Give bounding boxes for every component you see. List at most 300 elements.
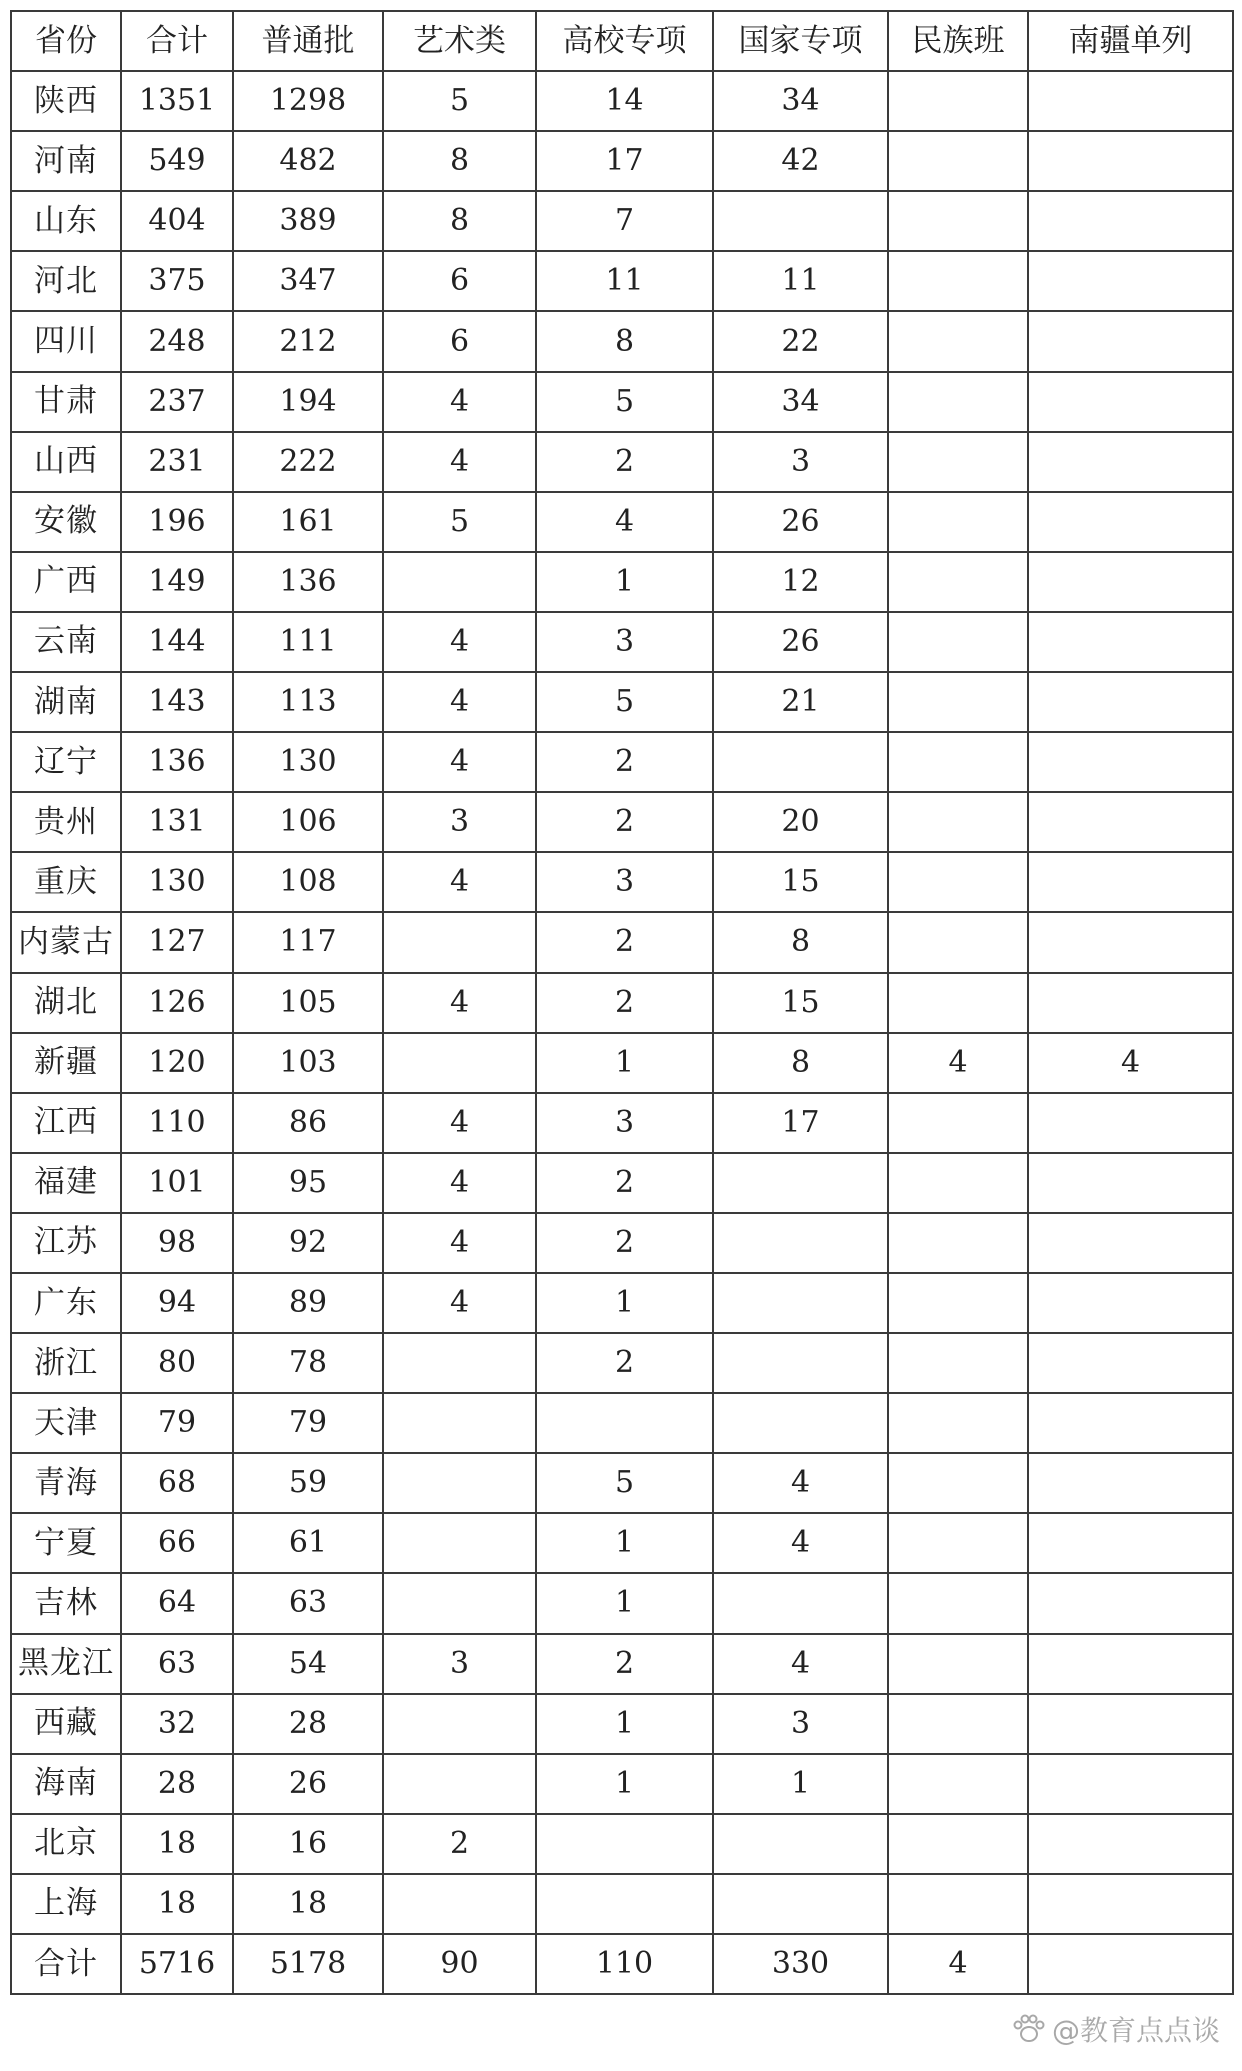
table-row (11, 1573, 1233, 1633)
table-cell (888, 732, 1028, 792)
table-cell: 20 (713, 792, 888, 852)
table-cell: 149 (121, 552, 233, 612)
province-cell: 湖北 (11, 973, 121, 1033)
table-cell (1028, 1513, 1233, 1573)
table-cell (888, 191, 1028, 251)
table-cell: 4 (383, 372, 536, 432)
table-cell (383, 1393, 536, 1453)
table-cell: 237 (121, 372, 233, 432)
table-cell: 2 (536, 792, 713, 852)
header-row (11, 11, 1233, 71)
table-cell (1028, 1093, 1233, 1153)
table-cell (1028, 1393, 1233, 1453)
table-cell (1028, 1874, 1233, 1934)
table-cell (1028, 973, 1233, 1033)
header-cell-province: 省份 (11, 11, 121, 71)
table-row (11, 251, 1233, 311)
table-cell: 1351 (121, 71, 233, 131)
table-row (11, 552, 1233, 612)
table-cell: 5 (536, 372, 713, 432)
table-cell: 117 (233, 912, 383, 972)
table-cell: 5716 (121, 1934, 233, 1994)
table-cell: 5 (383, 71, 536, 131)
table-cell (383, 552, 536, 612)
table-cell: 18 (121, 1814, 233, 1874)
province-cell: 湖南 (11, 672, 121, 732)
table-cell: 113 (233, 672, 383, 732)
table-cell (1028, 1573, 1233, 1633)
table-cell (1028, 251, 1233, 311)
table-cell: 404 (121, 191, 233, 251)
table-cell: 4 (888, 1934, 1028, 1994)
table-cell: 4 (383, 1093, 536, 1153)
table-cell (1028, 1453, 1233, 1513)
table-cell: 1298 (233, 71, 383, 131)
header-cell-art: 艺术类 (383, 11, 536, 71)
table-cell: 248 (121, 311, 233, 371)
table-cell: 126 (121, 973, 233, 1033)
table-cell: 3 (713, 1694, 888, 1754)
table-cell: 3 (713, 432, 888, 492)
table-row (11, 432, 1233, 492)
table-cell: 136 (233, 552, 383, 612)
quota-table (10, 10, 1234, 1995)
table-cell (1028, 492, 1233, 552)
table-cell: 111 (233, 612, 383, 672)
table-cell: 1 (536, 1273, 713, 1333)
province-cell: 安徽 (11, 492, 121, 552)
province-cell: 黑龙江 (11, 1634, 121, 1694)
table-cell: 4 (383, 732, 536, 792)
table-cell (713, 1333, 888, 1393)
table-cell: 6 (383, 251, 536, 311)
table-cell: 1 (536, 1033, 713, 1093)
table-cell: 16 (233, 1814, 383, 1874)
province-cell: 江苏 (11, 1213, 121, 1273)
table-cell (713, 1153, 888, 1213)
table-cell: 1 (536, 552, 713, 612)
table-cell (1028, 1153, 1233, 1213)
table-cell: 196 (121, 492, 233, 552)
table-cell: 3 (383, 1634, 536, 1694)
table-cell (888, 973, 1028, 1033)
table-cell (1028, 311, 1233, 371)
table-cell: 26 (713, 492, 888, 552)
table-row (11, 1934, 1233, 1994)
table-cell: 63 (121, 1634, 233, 1694)
table-cell: 8 (383, 191, 536, 251)
table-cell: 66 (121, 1513, 233, 1573)
province-cell: 山西 (11, 432, 121, 492)
table-cell: 549 (121, 131, 233, 191)
table-cell (888, 1153, 1028, 1213)
table-cell: 2 (536, 1333, 713, 1393)
table-cell: 4 (713, 1513, 888, 1573)
province-cell: 广东 (11, 1273, 121, 1333)
header-cell-total: 合计 (121, 11, 233, 71)
table-cell: 78 (233, 1333, 383, 1393)
table-cell (888, 1333, 1028, 1393)
table-cell: 17 (713, 1093, 888, 1153)
table-cell: 2 (536, 1634, 713, 1694)
table-cell (1028, 732, 1233, 792)
province-cell: 陕西 (11, 71, 121, 131)
table-cell (1028, 792, 1233, 852)
table-cell (713, 1393, 888, 1453)
table-cell: 34 (713, 372, 888, 432)
table-cell (1028, 432, 1233, 492)
table-row (11, 1453, 1233, 1513)
table-row (11, 1153, 1233, 1213)
table-cell: 79 (233, 1393, 383, 1453)
table-cell (536, 1393, 713, 1453)
table-cell: 63 (233, 1573, 383, 1633)
table-cell (888, 1694, 1028, 1754)
province-cell: 北京 (11, 1814, 121, 1874)
table-cell: 5 (536, 672, 713, 732)
table-cell: 108 (233, 852, 383, 912)
table-cell: 14 (536, 71, 713, 131)
province-cell: 青海 (11, 1453, 121, 1513)
table-cell (1028, 552, 1233, 612)
paw-icon (1012, 2014, 1046, 2044)
province-cell: 辽宁 (11, 732, 121, 792)
table-row (11, 973, 1233, 1033)
table-cell (1028, 1934, 1233, 1994)
table-cell (713, 1273, 888, 1333)
table-cell: 26 (233, 1754, 383, 1814)
province-cell: 西藏 (11, 1694, 121, 1754)
table-row (11, 1814, 1233, 1874)
province-cell: 宁夏 (11, 1513, 121, 1573)
table-cell: 28 (121, 1754, 233, 1814)
quota-table-sheet (10, 10, 1232, 2061)
table-cell (888, 792, 1028, 852)
table-cell: 28 (233, 1694, 383, 1754)
table-cell (888, 251, 1028, 311)
province-cell: 重庆 (11, 852, 121, 912)
table-cell (888, 131, 1028, 191)
table-cell: 15 (713, 973, 888, 1033)
table-cell (1028, 852, 1233, 912)
table-cell: 127 (121, 912, 233, 972)
header-cell-national-special: 国家专项 (713, 11, 888, 71)
table-cell: 4 (713, 1453, 888, 1513)
province-cell: 云南 (11, 612, 121, 672)
table-cell (536, 1814, 713, 1874)
table-cell (383, 1754, 536, 1814)
table-cell: 11 (536, 251, 713, 311)
table-row (11, 672, 1233, 732)
table-cell: 4 (383, 1273, 536, 1333)
table-row (11, 1273, 1233, 1333)
province-cell: 甘肃 (11, 372, 121, 432)
table-row (11, 1393, 1233, 1453)
table-cell (713, 191, 888, 251)
watermark (1012, 2009, 1220, 2049)
table-cell: 22 (713, 311, 888, 371)
table-cell (888, 1453, 1028, 1513)
table-cell: 12 (713, 552, 888, 612)
table-cell (1028, 372, 1233, 432)
table-cell (713, 1213, 888, 1273)
table-cell (713, 1814, 888, 1874)
table-row (11, 1694, 1233, 1754)
table-cell (888, 912, 1028, 972)
table-cell: 4 (383, 1213, 536, 1273)
table-row (11, 492, 1233, 552)
table-cell: 4 (713, 1634, 888, 1694)
table-cell (383, 912, 536, 972)
table-cell: 54 (233, 1634, 383, 1694)
table-cell (888, 311, 1028, 371)
province-cell: 福建 (11, 1153, 121, 1213)
province-cell: 广西 (11, 552, 121, 612)
table-cell: 4 (383, 612, 536, 672)
table-cell: 143 (121, 672, 233, 732)
province-cell: 江西 (11, 1093, 121, 1153)
table-cell (888, 1573, 1028, 1633)
table-row (11, 732, 1233, 792)
table-cell: 144 (121, 612, 233, 672)
province-cell: 河北 (11, 251, 121, 311)
table-cell (888, 1513, 1028, 1573)
province-cell: 天津 (11, 1393, 121, 1453)
table-cell: 86 (233, 1093, 383, 1153)
table-cell: 8 (713, 1033, 888, 1093)
table-cell: 389 (233, 191, 383, 251)
table-cell (888, 1273, 1028, 1333)
province-cell: 内蒙古 (11, 912, 121, 972)
table-cell (888, 71, 1028, 131)
table-cell: 21 (713, 672, 888, 732)
table-cell: 4 (383, 432, 536, 492)
table-cell: 7 (536, 191, 713, 251)
table-cell: 11 (713, 251, 888, 311)
province-cell: 四川 (11, 311, 121, 371)
table-cell (383, 1694, 536, 1754)
province-cell: 贵州 (11, 792, 121, 852)
table-cell: 347 (233, 251, 383, 311)
table-row (11, 131, 1233, 191)
table-cell: 110 (536, 1934, 713, 1994)
table-cell (888, 1393, 1028, 1453)
table-cell: 4 (888, 1033, 1028, 1093)
table-cell: 8 (383, 131, 536, 191)
table-cell (1028, 672, 1233, 732)
table-cell: 3 (536, 1093, 713, 1153)
table-cell (713, 1874, 888, 1934)
table-cell: 34 (713, 71, 888, 131)
table-cell: 42 (713, 131, 888, 191)
table-cell (536, 1874, 713, 1934)
table-cell: 136 (121, 732, 233, 792)
table-cell: 32 (121, 1694, 233, 1754)
table-row (11, 792, 1233, 852)
table-cell: 64 (121, 1573, 233, 1633)
table-cell (888, 1874, 1028, 1934)
table-cell: 2 (383, 1814, 536, 1874)
table-cell (888, 492, 1028, 552)
province-cell: 山东 (11, 191, 121, 251)
table-cell (713, 1573, 888, 1633)
table-cell: 212 (233, 311, 383, 371)
table-cell (1028, 1213, 1233, 1273)
table-row (11, 1513, 1233, 1573)
province-cell: 海南 (11, 1754, 121, 1814)
table-cell (713, 732, 888, 792)
table-cell: 79 (121, 1393, 233, 1453)
table-cell: 330 (713, 1934, 888, 1994)
table-cell (888, 1213, 1028, 1273)
table-cell: 3 (383, 792, 536, 852)
table-cell: 375 (121, 251, 233, 311)
province-cell: 合计 (11, 1934, 121, 1994)
table-cell: 4 (1028, 1033, 1233, 1093)
table-cell: 4 (536, 492, 713, 552)
table-row (11, 1634, 1233, 1694)
table-cell (1028, 1273, 1233, 1333)
table-cell: 89 (233, 1273, 383, 1333)
table-cell: 1 (536, 1513, 713, 1573)
table-cell: 130 (233, 732, 383, 792)
table-row (11, 1213, 1233, 1273)
table-cell: 194 (233, 372, 383, 432)
province-cell: 上海 (11, 1874, 121, 1934)
table-cell (1028, 1333, 1233, 1393)
table-cell (1028, 1634, 1233, 1694)
table-cell: 1 (536, 1694, 713, 1754)
table-cell: 26 (713, 612, 888, 672)
table-cell: 92 (233, 1213, 383, 1273)
table-cell: 101 (121, 1153, 233, 1213)
province-cell: 浙江 (11, 1333, 121, 1393)
table-cell: 98 (121, 1213, 233, 1273)
table-cell: 2 (536, 1213, 713, 1273)
table-cell: 482 (233, 131, 383, 191)
table-cell (1028, 1814, 1233, 1874)
province-cell: 河南 (11, 131, 121, 191)
header-cell-ethnic-class: 民族班 (888, 11, 1028, 71)
table-cell: 6 (383, 311, 536, 371)
table-cell (888, 1814, 1028, 1874)
header-cell-university-special: 高校专项 (536, 11, 713, 71)
table-cell: 1 (536, 1754, 713, 1814)
table-cell: 3 (536, 612, 713, 672)
table-cell: 18 (233, 1874, 383, 1934)
table-cell: 131 (121, 792, 233, 852)
table-cell (888, 852, 1028, 912)
table-cell: 2 (536, 432, 713, 492)
table-cell: 105 (233, 973, 383, 1033)
table-body (11, 71, 1233, 1994)
table-row (11, 1033, 1233, 1093)
table-row (11, 612, 1233, 672)
table-cell: 2 (536, 912, 713, 972)
province-cell: 新疆 (11, 1033, 121, 1093)
header-cell-regular: 普通批 (233, 11, 383, 71)
table-cell (888, 612, 1028, 672)
table-cell (383, 1333, 536, 1393)
table-cell: 5178 (233, 1934, 383, 1994)
table-cell: 1 (536, 1573, 713, 1633)
table-cell (1028, 1694, 1233, 1754)
table-cell (888, 432, 1028, 492)
table-cell (1028, 71, 1233, 131)
header-cell-south-xinjiang: 南疆单列 (1028, 11, 1233, 71)
table-cell (383, 1033, 536, 1093)
table-row (11, 912, 1233, 972)
province-cell: 吉林 (11, 1573, 121, 1633)
table-cell: 4 (383, 672, 536, 732)
table-cell: 90 (383, 1934, 536, 1994)
table-row (11, 1333, 1233, 1393)
table-cell: 5 (383, 492, 536, 552)
table-cell (1028, 131, 1233, 191)
table-cell: 2 (536, 1153, 713, 1213)
table-row (11, 71, 1233, 131)
table-cell: 231 (121, 432, 233, 492)
table-cell: 161 (233, 492, 383, 552)
table-cell: 4 (383, 973, 536, 1033)
table-cell (1028, 912, 1233, 972)
table-cell: 80 (121, 1333, 233, 1393)
table-cell: 3 (536, 852, 713, 912)
table-cell (1028, 1754, 1233, 1814)
table-cell: 4 (383, 1153, 536, 1213)
table-cell: 8 (713, 912, 888, 972)
table-row (11, 852, 1233, 912)
watermark-text: @教育点点谈 (1051, 2014, 1220, 2047)
table-cell (383, 1874, 536, 1934)
table-cell (888, 1093, 1028, 1153)
table-row (11, 1754, 1233, 1814)
table-cell (888, 1754, 1028, 1814)
table-cell: 18 (121, 1874, 233, 1934)
table-cell: 120 (121, 1033, 233, 1093)
table-row (11, 311, 1233, 371)
table-cell: 17 (536, 131, 713, 191)
table-cell (888, 1634, 1028, 1694)
table-row (11, 372, 1233, 432)
table-cell: 110 (121, 1093, 233, 1153)
table-cell: 103 (233, 1033, 383, 1093)
table-cell: 94 (121, 1273, 233, 1333)
table-cell: 2 (536, 732, 713, 792)
table-cell (1028, 191, 1233, 251)
table-cell (888, 372, 1028, 432)
table-cell: 1 (713, 1754, 888, 1814)
table-row (11, 1874, 1233, 1934)
table-cell: 106 (233, 792, 383, 852)
table-cell (888, 672, 1028, 732)
table-cell: 222 (233, 432, 383, 492)
table-row (11, 191, 1233, 251)
table-cell (888, 552, 1028, 612)
table-cell (383, 1513, 536, 1573)
table-cell: 95 (233, 1153, 383, 1213)
table-cell (383, 1573, 536, 1633)
table-cell: 59 (233, 1453, 383, 1513)
table-cell (383, 1453, 536, 1513)
table-cell: 2 (536, 973, 713, 1033)
table-cell: 5 (536, 1453, 713, 1513)
table-row (11, 1093, 1233, 1153)
table-cell: 15 (713, 852, 888, 912)
table-cell: 68 (121, 1453, 233, 1513)
table-cell (1028, 612, 1233, 672)
table-cell: 61 (233, 1513, 383, 1573)
